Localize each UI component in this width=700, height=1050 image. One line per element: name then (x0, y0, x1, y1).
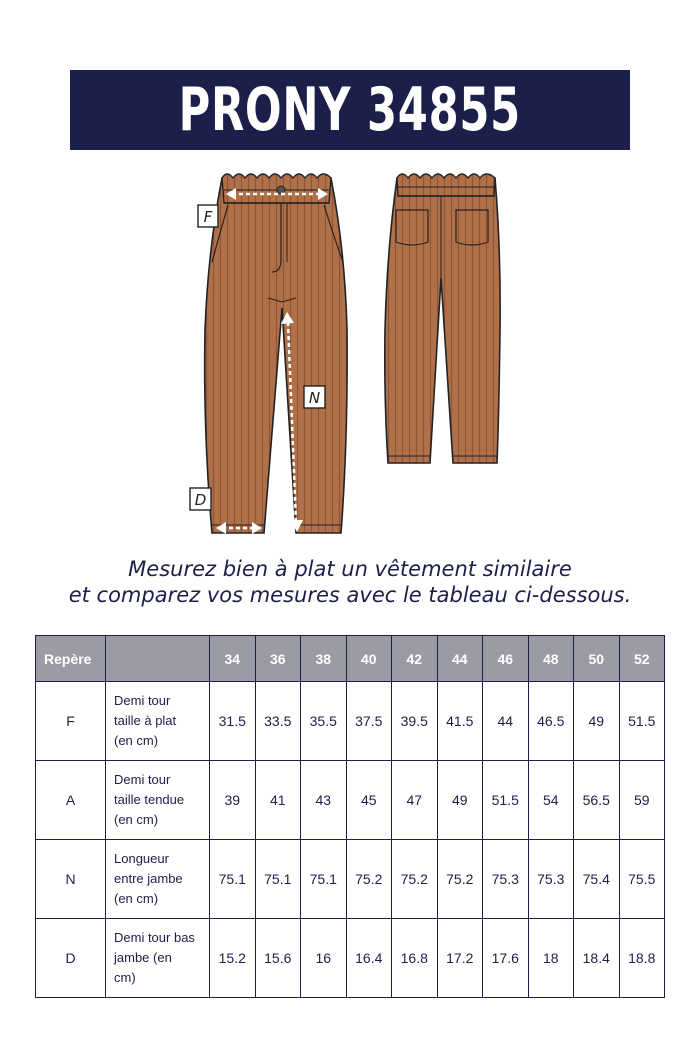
cell-value: 75.2 (392, 840, 438, 919)
header-size: 36 (255, 636, 301, 682)
header-size: 48 (528, 636, 574, 682)
cell-value: 75.4 (574, 840, 620, 919)
cell-value: 43 (301, 761, 347, 840)
cell-value: 49 (574, 682, 620, 761)
cell-value: 75.5 (619, 840, 665, 919)
cell-value: 41 (255, 761, 301, 840)
cell-value: 31.5 (210, 682, 256, 761)
cell-value: 51.5 (483, 761, 529, 840)
page-title: PRONY 34855 (178, 75, 522, 145)
cell-value: 47 (392, 761, 438, 840)
svg-text:D: D (194, 491, 207, 509)
table-row (36, 682, 665, 761)
header-size: 42 (392, 636, 438, 682)
instructions-line-1: Mesurez bien à plat un vêtement similaire (128, 557, 572, 581)
row-description: Demi tour bas jambe (en cm) (106, 919, 210, 998)
table-row (36, 840, 665, 919)
table-row (36, 761, 665, 840)
row-description: Demi tour taille à plat (en cm) (106, 682, 210, 761)
cell-value: 16.8 (392, 919, 438, 998)
pants-front-view (205, 174, 347, 533)
cell-value: 41.5 (437, 682, 483, 761)
cell-value: 18.8 (619, 919, 665, 998)
cell-value: 17.6 (483, 919, 529, 998)
cell-value: 49 (437, 761, 483, 840)
title-banner (70, 70, 630, 150)
cell-value: 18 (528, 919, 574, 998)
cell-value: 54 (528, 761, 574, 840)
cell-value: 37.5 (346, 682, 392, 761)
header-size: 34 (210, 636, 256, 682)
header-size: 38 (301, 636, 347, 682)
header-size: 52 (619, 636, 665, 682)
cell-value: 39 (210, 761, 256, 840)
header-size: 50 (574, 636, 620, 682)
cell-value: 46.5 (528, 682, 574, 761)
svg-text:F: F (203, 208, 213, 226)
header-size: 46 (483, 636, 529, 682)
row-reference: A (36, 761, 106, 840)
label-n (304, 386, 325, 408)
row-reference: D (36, 919, 106, 998)
cell-value: 75.3 (483, 840, 529, 919)
row-reference: N (36, 840, 106, 919)
label-d (190, 488, 211, 510)
label-f (198, 205, 218, 227)
cell-value: 56.5 (574, 761, 620, 840)
header-reference: Repère (36, 636, 106, 682)
row-reference: F (36, 682, 106, 761)
row-description: Demi tour taille tendue (en cm) (106, 761, 210, 840)
cell-value: 44 (483, 682, 529, 761)
svg-text:N: N (308, 389, 321, 407)
cell-value: 16.4 (346, 919, 392, 998)
cell-value: 75.3 (528, 840, 574, 919)
cell-value: 16 (301, 919, 347, 998)
cell-value: 33.5 (255, 682, 301, 761)
cell-value: 51.5 (619, 682, 665, 761)
table-header-row (36, 636, 665, 682)
cell-value: 15.6 (255, 919, 301, 998)
cell-value: 59 (619, 761, 665, 840)
row-description: Longueur entre jambe (en cm) (106, 840, 210, 919)
header-description (106, 636, 210, 682)
cell-value: 75.1 (301, 840, 347, 919)
cell-value: 75.1 (210, 840, 256, 919)
cell-value: 17.2 (437, 919, 483, 998)
cell-value: 75.1 (255, 840, 301, 919)
table-row (36, 919, 665, 998)
cell-value: 45 (346, 761, 392, 840)
cell-value: 39.5 (392, 682, 438, 761)
instructions-line-2: et comparez vos mesures avec le tableau ci-dessous. (68, 583, 632, 607)
pants-back-view (385, 174, 500, 463)
header-size: 40 (346, 636, 392, 682)
cell-value: 75.2 (346, 840, 392, 919)
header-size: 44 (437, 636, 483, 682)
measuring-instructions (0, 556, 700, 608)
pants-illustration (0, 160, 700, 550)
size-chart-table (35, 635, 665, 998)
cell-value: 75.2 (437, 840, 483, 919)
cell-value: 18.4 (574, 919, 620, 998)
cell-value: 15.2 (210, 919, 256, 998)
cell-value: 35.5 (301, 682, 347, 761)
